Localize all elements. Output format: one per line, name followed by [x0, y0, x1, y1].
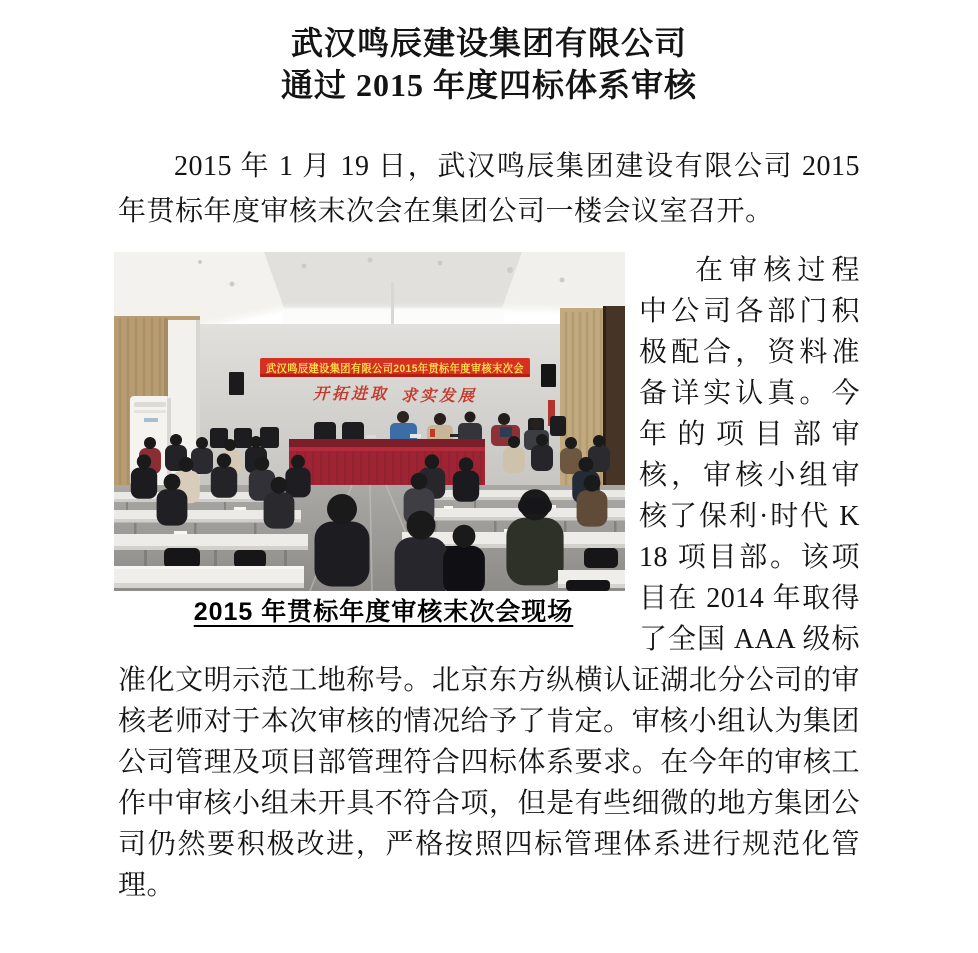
slogan-right: 求实发展 — [400, 388, 478, 405]
doc-title-line2: 通过 2015 年度四标体系审核 — [280, 67, 697, 103]
doc-title-line1: 武汉鸣辰建设集团有限公司 — [290, 25, 687, 61]
body-paragraph — [118, 250, 860, 906]
meeting-photo-figure — [114, 252, 625, 637]
doc-title — [118, 22, 860, 106]
banner-text: 武汉鸣辰建设集团有限公司2015年贯标年度审核末次会 — [266, 363, 546, 375]
intro-paragraph: 2015 年 1 月 19 日，武汉鸣辰集团建设有限公司 2015 年贯标年度审核末次会在集团公司一楼会议室召开。 — [118, 151, 860, 227]
photo-caption: 2015 年贯标年度审核末次会现场 — [193, 598, 574, 626]
body-paragraph-text: 在审核过程中公司各部门积极配合，资料准备详实认真。今年的项目部审核，审核小组审核了保利·时代 K18 项目部。该项目在 2014 年取得了全国 AAA 级标准化文明示范工地称号。北京东方纵横认证湖北分公司的审核老师对于本次审核的情况给予了肯定。审核小组认为集团公司管理及项目部管理符合四标体系要求。在今年的审核工作中审核小组未开具不符合项，但是有些细微的地方集团公司仍然要积极改进，严格按照四标管理体系进行规范化管理。 — [118, 255, 860, 901]
slogan-left: 开拓进取 — [312, 386, 390, 403]
meeting-banner — [260, 358, 546, 377]
wood-panel — [606, 306, 625, 512]
meeting-photo — [114, 252, 625, 591]
